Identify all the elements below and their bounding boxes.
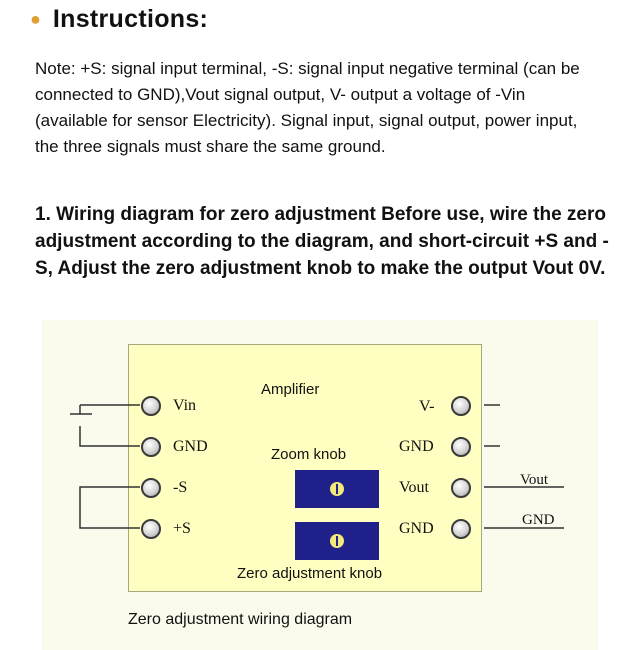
bullet-icon: ●: [30, 8, 41, 29]
section-heading: 1. Wiring diagram for zero adjustment Before use, wire the zero adjustment according to the diagram, and short-circuit +S and -S, Adjust the zero adjustment knob to make the output Vout 0V.: [35, 204, 609, 279]
pin-label-gnd-right-2: GND: [399, 520, 434, 537]
wire-gnd-left: [80, 426, 140, 446]
pin-label-vin: Vin: [173, 397, 197, 414]
pin-label-v-minus: V-: [419, 398, 435, 415]
zoom-knob-label: Zoom knob: [271, 446, 347, 463]
pin-label-gnd-left: GND: [173, 438, 208, 455]
pin-label-minus-s: -S: [173, 479, 188, 496]
zero-knob-label: Zero adjustment knob: [237, 565, 383, 582]
pin-label-plus-s: +S: [173, 520, 191, 537]
page-title: Instructions:: [52, 4, 209, 33]
output-label-gnd: GND: [522, 512, 555, 528]
board-title: Amplifier: [261, 381, 320, 398]
output-label-vout: Vout: [520, 472, 549, 488]
wire-short-s: [80, 487, 140, 528]
diagram-caption: Zero adjustment wiring diagram: [128, 611, 353, 628]
pin-label-gnd-right-1: GND: [399, 438, 434, 455]
note-text: Note: +S: signal input terminal, -S: signal input negative terminal (can be connected to GND),Vout signal output, V- output a voltage of -Vin (available for sensor Electricity). Signal input, signal output, power input, the three signals must share the same ground.: [35, 59, 580, 156]
pin-label-vout: Vout: [399, 479, 429, 496]
